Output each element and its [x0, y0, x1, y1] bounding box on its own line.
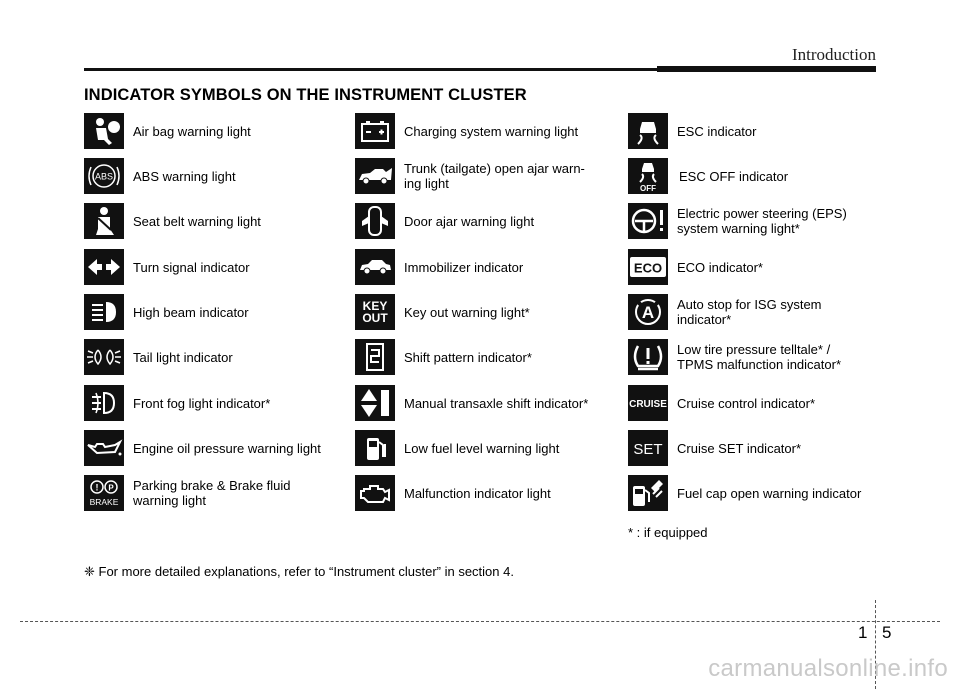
indicator-item — [355, 158, 627, 194]
indicator-label: Door ajar warning light — [404, 213, 535, 229]
section-title: INDICATOR SYMBOLS ON THE INSTRUMENT CLUSTER — [84, 86, 527, 104]
indicator-item — [84, 475, 356, 511]
indicator-label: Tail light indicator — [133, 349, 233, 365]
indicator-label: Cruise control indicator* — [677, 395, 816, 411]
airbag-icon — [84, 113, 124, 149]
cruise-set-icon-text: SET — [633, 441, 663, 458]
indicator-item — [355, 113, 627, 149]
tail-light-icon — [84, 339, 124, 375]
brake-icon — [84, 475, 124, 511]
indicator-label: Turn signal indicator — [133, 259, 250, 275]
indicator-item — [355, 294, 627, 330]
indicator-label: Fuel cap open warning indicator — [677, 485, 862, 501]
eps-icon — [628, 203, 668, 239]
immobilizer-icon — [355, 249, 395, 285]
footnote: ❈ For more detailed explanations, refer to “Instrument cluster” in section 4. — [84, 564, 514, 579]
high-beam-icon — [84, 294, 124, 330]
indicator-item — [628, 249, 900, 285]
indicator-label: Immobilizer indicator — [404, 259, 524, 275]
key-out-icon-text-2: OUT — [362, 311, 388, 325]
indicator-label: Front fog light indicator* — [133, 395, 271, 411]
abs-icon-text: ABS — [94, 171, 114, 182]
indicator-label: Cruise SET indicator* — [677, 440, 802, 456]
door-ajar-icon — [355, 203, 395, 239]
indicator-label: Charging system warning light — [404, 123, 579, 139]
header-title: Introduction — [791, 45, 876, 64]
indicator-item — [84, 294, 356, 330]
tpms-icon — [628, 339, 668, 375]
indicator-item — [84, 203, 356, 239]
indicator-item — [355, 475, 627, 511]
front-fog-icon — [84, 385, 124, 421]
indicator-item — [628, 430, 900, 466]
indicator-item — [355, 203, 627, 239]
esc-off-icon — [628, 158, 668, 194]
indicator-item — [628, 385, 900, 421]
esc-icon — [628, 113, 668, 149]
indicator-label: Electric power steering (EPS) system warning light* — [677, 206, 847, 236]
fuel-cap-icon — [628, 475, 668, 511]
watermark: carmanualsonline.info — [708, 655, 948, 682]
svg-text:!: ! — [95, 482, 99, 493]
indicator-label: Air bag warning light — [133, 123, 251, 139]
indicator-label: ESC OFF indicator — [679, 168, 789, 184]
indicator-item — [628, 158, 900, 194]
indicator-label: Low fuel level warning light — [404, 440, 560, 456]
indicator-item — [355, 430, 627, 466]
indicator-label: Low tire pressure telltale* / TPMS malfunction indicator* — [677, 342, 842, 372]
indicator-item — [628, 203, 900, 239]
indicator-item — [84, 385, 356, 421]
cruise-icon — [628, 385, 668, 421]
indicator-label: ABS warning light — [133, 168, 236, 184]
indicator-item — [84, 113, 356, 149]
battery-icon — [355, 113, 395, 149]
indicator-item — [84, 430, 356, 466]
indicator-label: ECO indicator* — [677, 259, 763, 275]
indicator-item — [84, 249, 356, 285]
engine-check-icon — [355, 475, 395, 511]
key-out-icon — [355, 294, 395, 330]
shift-pattern-icon — [355, 339, 395, 375]
eco-icon — [628, 249, 668, 285]
turn-signal-icon — [84, 249, 124, 285]
footer-rule — [20, 621, 940, 622]
fuel-pump-icon — [355, 430, 395, 466]
chapter-number: 1 — [858, 623, 868, 642]
seat-belt-icon — [84, 203, 124, 239]
abs-icon — [84, 158, 124, 194]
indicator-label: Manual transaxle shift indicator* — [404, 395, 589, 411]
indicator-item — [628, 294, 900, 330]
indicator-label: Parking brake & Brake fluid warning light — [133, 478, 291, 508]
indicator-item — [355, 339, 627, 375]
indicator-item — [355, 249, 627, 285]
cruise-icon-text: CRUISE — [629, 399, 667, 410]
manual-shift-icon — [355, 385, 395, 421]
indicator-item — [628, 113, 900, 149]
indicator-label: Shift pattern indicator* — [404, 349, 532, 365]
indicator-label: Engine oil pressure warning light — [133, 440, 321, 456]
indicator-item — [355, 385, 627, 421]
key-out-icon-text-1: KEY — [362, 299, 388, 313]
page-number: 5 — [882, 623, 892, 642]
oil-can-icon — [84, 430, 124, 466]
indicator-label: Key out warning light* — [404, 304, 530, 320]
indicator-label: ESC indicator — [677, 123, 757, 139]
indicator-label: High beam indicator — [133, 304, 249, 320]
equipped-note: * : if equipped — [628, 525, 708, 540]
cruise-set-icon — [628, 430, 668, 466]
trunk-open-icon — [355, 158, 395, 194]
indicator-item — [628, 475, 900, 511]
indicator-label: Trunk (tailgate) open ajar warn- ing light — [404, 161, 585, 191]
auto-stop-icon-text: A — [641, 303, 655, 322]
indicator-item — [628, 339, 900, 375]
indicator-label: Malfunction indicator light — [404, 485, 551, 501]
auto-stop-icon — [628, 294, 668, 330]
indicator-label: Auto stop for ISG system indicator* — [677, 297, 822, 327]
svg-text:P: P — [108, 483, 114, 493]
brake-icon-text: BRAKE — [89, 497, 119, 507]
eco-icon-text: ECO — [633, 260, 663, 276]
header-rule-accent — [657, 66, 876, 72]
indicator-item — [84, 339, 356, 375]
indicator-item — [84, 158, 356, 194]
indicator-label: Seat belt warning light — [133, 213, 261, 229]
esc-off-icon-text: OFF — [640, 184, 656, 193]
